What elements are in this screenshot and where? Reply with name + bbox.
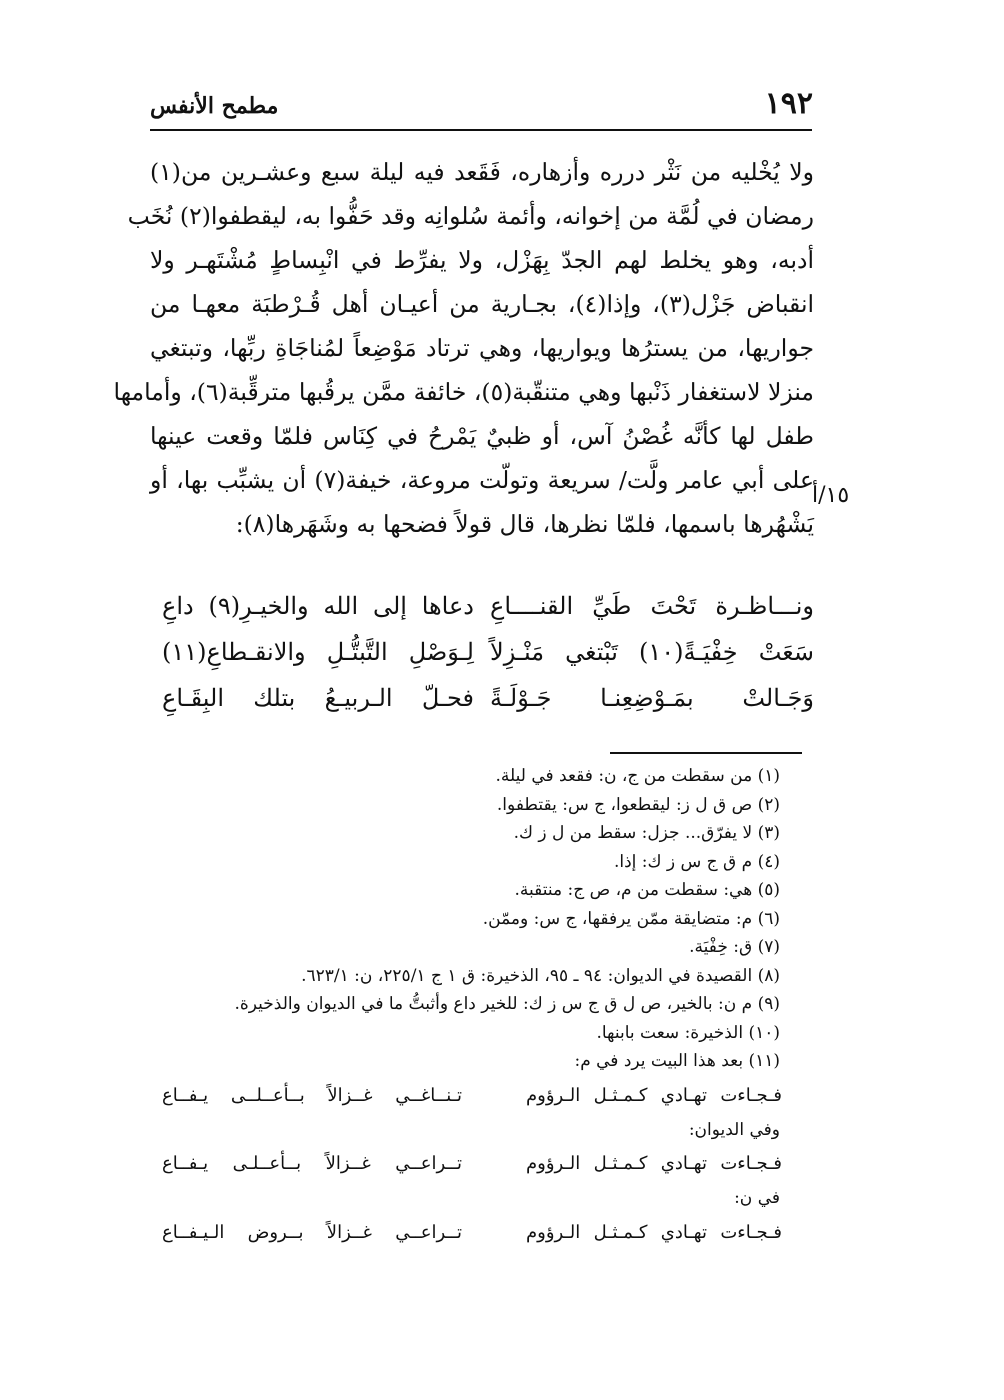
text-line: ولا يُخْليه من نَثْر درره وأزهاره، فَقَعد فيه ليلة سبع وعشـرين من(١) <box>150 158 814 186</box>
verse-second-hemistich: لِـوَصْلِ التَّبتُّـلِ والانقـطاعِ(١١) <box>162 638 474 666</box>
footnote-verse-second-hemistich: تــراعــي غــزالاً بــروض الـيـفــاع <box>162 1221 462 1243</box>
footnote-verse-first-hemistich: فـجـاءت تهـادي كـمـثـل الـرؤوم <box>526 1153 782 1174</box>
text-line: منزلا لاستغفار ذَنْبها وهي متنقّبة(٥)، خائفة ممَّن يرقُبها مترقِّبة(٦)، وأمامها <box>113 378 814 406</box>
text-line: رمضان في لُمَّة من إخوانه، وأئمة سُلوانِه وقد حَفُّوا به، ليقطفوا(٢) نُخَب <box>127 202 814 230</box>
poem-verse <box>150 629 814 675</box>
text-line: انقباض جَزْل(٣)، وإذا(٤)، بجـارية من أعيـان أهل قُـرْطبَة معهـا من <box>150 290 815 318</box>
running-title: مطمح الأنفس <box>150 93 279 119</box>
footnote-verse <box>150 1144 814 1184</box>
footnote-verse-first-hemistich: فـجـاءت تهـادي كـمـثـل الـرؤوم <box>526 1084 782 1106</box>
footnote: (٤) م ق ج س ز ك: إذا. <box>613 851 780 872</box>
footnote: (٢) ص ق ل ز: ليقطعوا، ج س: يقتطفوا. <box>496 794 780 815</box>
footnote-verse <box>150 1076 814 1116</box>
footnote-verse <box>150 1213 814 1253</box>
footnote-variant-label: وفي الديوان: <box>688 1119 780 1140</box>
footnote: (٨) القصيدة في الديوان: ٩٤ ـ ٩٥، الذخيرة: ق ١ ج ٢٢٥/١، ن: ٦٢٣/١. <box>301 965 780 986</box>
body-text <box>113 150 815 546</box>
footnotes <box>150 762 814 1253</box>
footnote-separator <box>610 752 802 754</box>
footnote-verse-second-hemistich: تــراعــي غــزالاً بــأعــلـى يـفــاع <box>162 1153 462 1174</box>
footnote: (٦) م: متضايقة ممّن يرفقها، ج س: وممّن. <box>482 908 780 929</box>
footnote: (٣) لا يفرّق... جزل: سقط من ل ز ك. <box>513 823 780 843</box>
text-line: أدبه، وهو يخلط لهم الجدّ بِهَزْل، ولا يفرِّط في انْبِساطٍ مُشْتَهـر ولا <box>150 246 814 274</box>
verse-second-hemistich: فحـلّ الـربيـعُ بتلك البِقَـاعِ <box>162 684 474 712</box>
text-line: يَشْهُرها باسمها، فلمّا نظرها، قال قولاً فضحها به وشَهَرها(٨): <box>235 510 814 538</box>
poem-verse <box>150 583 814 629</box>
poem <box>150 583 814 721</box>
footnote: (٥) هي: سقطت من م، ص ج: منتقبة. <box>514 880 780 900</box>
footnote: (٩) م ن: بالخير، ص ل ق ج س ز ك: للخير داع وأثبتُّ ما في الديوان والذخيرة. <box>234 994 780 1014</box>
text-line: على أبي عامر ولَّت/ سريعة وتولّت مروعة، خيفة(٧) أن يشبِّب بها، أو <box>150 466 814 494</box>
footnote-verse-first-hemistich: فـجـاءت تهـادي كـمـثـل الـرؤوم <box>526 1221 782 1243</box>
text-line: جواريها، من يسترُها ويواريها، وهي ترتاد مَوْضِعاً لمُناجَاةِ ربِّها، وتبتغي <box>150 334 814 362</box>
footnote: (١١) بعد هذا البيت يرد في م: <box>574 1051 780 1071</box>
footnote: (٧) ق: خِفْيَة. <box>689 937 780 957</box>
footnote: (١) من سقطت من ج، ن: فقعد في ليلة. <box>495 766 780 786</box>
footnote: (١٠) الذخيرة: سعت بابنها. <box>596 1022 780 1043</box>
verse-second-hemistich: دعاها إلى الله والخيـرِ(٩) داعِ <box>162 592 474 620</box>
poem-verse <box>150 675 814 721</box>
footnote-verse-second-hemistich: تـنــاغــي غــزالاً بــأعــلــى يـفــاع <box>162 1084 462 1106</box>
verse-first-hemistich: وَجَـالتْ بمَـوْضِعِنـا جَـوْلَـةً <box>490 684 814 712</box>
verse-first-hemistich: ونـــاظـرة تَحْتَ طَيِّ القنــــاعِ <box>490 592 814 620</box>
text-line: طفل لها كأنَّه غُصْنُ آس، أو ظبيٌ يَمْرحُ في كِنَاس فلمّا وقعت عينها <box>150 422 814 450</box>
footnote-variant-label: في ن: <box>734 1188 780 1208</box>
page-number: ١٩٢ <box>764 86 813 121</box>
verse-first-hemistich: سَعَتْ خِفْيَـةً(١٠) تَبْتغي مَنْـزِلاً <box>490 638 814 666</box>
manuscript-folio-mark: ١٥/أ <box>812 483 850 508</box>
header-rule <box>150 129 812 131</box>
